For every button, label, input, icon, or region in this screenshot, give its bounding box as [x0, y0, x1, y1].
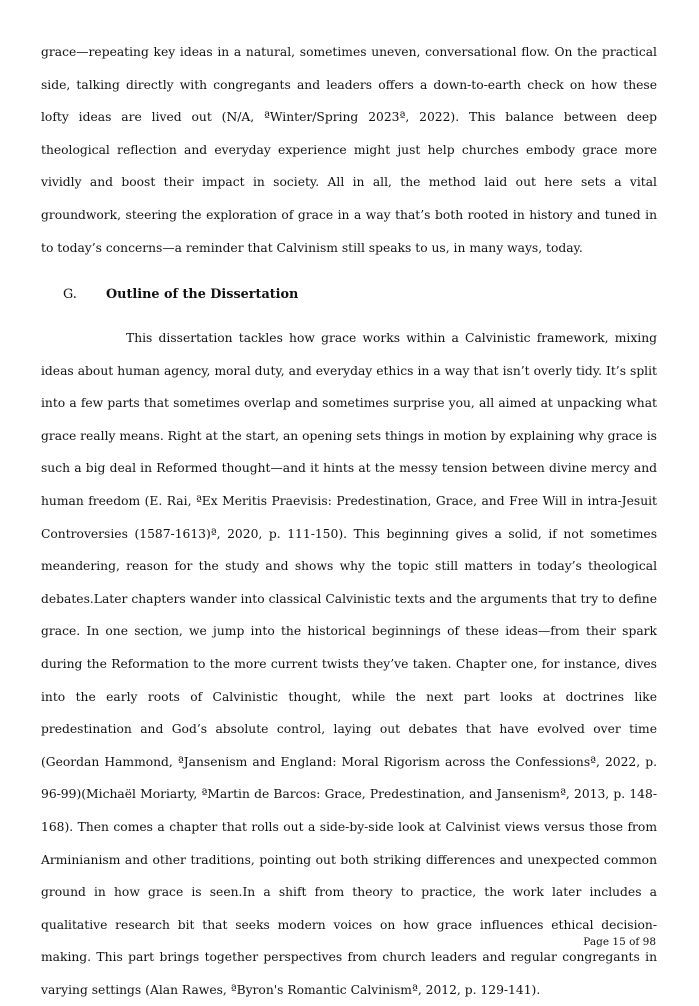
continuation-paragraph: grace—repeating key ideas in a natural, sometimes uneven, conversational flow. On the practical side, talking directly with congregants and leaders offers a down-to-earth check on how these lofty ideas are lived out (N/A, ªWinter/Spring 2023ª, 2022). This balance between deep theological reflection and everyday experience might just help churches embody grace more vividly and boost their impact in society. All in all, the method laid out here sets a vital groundwork, steering the exploration of grace in a way that’s both rooted in history and tuned in to today’s concerns—a reminder that Calvinism still speaks to us, in many ways, today. — [41, 45, 657, 255]
outline-paragraph: This dissertation tackles how grace works within a Calvinistic framework, mixing ideas about human agency, moral duty, and everyday ethics in a way that isn’t overly tidy. It’s split into a few parts that sometimes overlap and sometimes surprise you, all aimed at unpacking what grace really means. Right at the start, an opening sets things in motion by explaining why grace is such a big deal in Reformed thought—and it hints at the messy tension between divine mercy and human freedom (E. Rai, ªEx Meritis Praevisis: Predestination, Grace, and Free Will in intra-Jesuit Controversies (1587-1613)ª, 2020, p. 111-150). This beginning gives a solid, if not sometimes meandering, reason for the study and shows why the topic still matters in today’s theological debates.Later chapters wander into classical Calvinistic texts and the arguments that try to define grace. In one section, we jump into the historical beginnings of these ideas—from their spark during the Reformation to the more current twists they’ve taken. Chapter one, for instance, dives into the early roots of Calvinistic thought, while the next part looks at doctrines like predestination and God’s absolute control, laying out debates that have evolved over time (Geordan Hammond, ªJansenism and England: Moral Rigorism across the Confessionsª, 2022, p. 96-99)(Michaël Moriarty, ªMartin de Barcos: Grace, Predestination, and Jansenismª, 2013, p. 148-168). Then comes a chapter that rolls out a side-by-side look at Calvinist views versus those from Arminianism and other traditions, pointing out both striking differences and unexpected common ground in how grace is seen.In a shift from theory to practice, the work later includes a qualitative research bit that seeks modern voices on how grace influences ethical decision-making. This part brings together perspectives from church leaders and regular congregants in varying settings (Alan Rawes, ªByron's Romantic Calvinismª, 2012, p. 129-141). — [41, 331, 657, 997]
section-number: G. — [63, 287, 77, 302]
page-number: Page 15 of 98 — [583, 936, 656, 948]
section-title: Outline of the Dissertation — [106, 287, 299, 302]
section-heading — [63, 287, 298, 302]
